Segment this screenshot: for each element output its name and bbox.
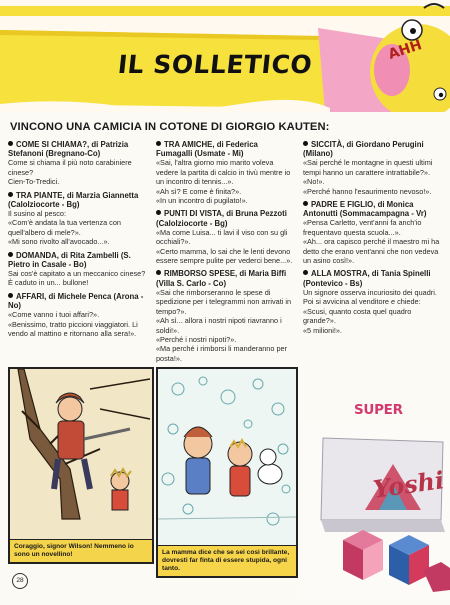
bullet-icon <box>156 270 161 275</box>
comic-panel-1 <box>8 367 154 564</box>
joke-line: «No!». <box>303 177 325 187</box>
comic-caption: Coraggio, signor Wilson! Nemmeno io sono un novellino! <box>10 539 152 562</box>
joke-title: ALLA MOSTRA, di Tania Spinelli (Pontevico - Bs) <box>303 269 431 288</box>
exclamation-text: AHH <box>386 37 424 63</box>
joke-line: «Come vanno i tuoi affari?». <box>8 310 100 320</box>
header-banner <box>0 0 450 112</box>
joke-title: PUNTI DI VISTA, di Bruna Pezzoti (Calolziocorte - Bg) <box>156 209 287 228</box>
joke-line: «Perché i nostri nipoti?». <box>156 334 237 344</box>
joke-line: «Sai che rimborseranno le spese di spedizione per i telegrammi non arrivati in tempo?». <box>156 287 292 316</box>
joke-line: «Ma come Luisa... ti lavi il viso con su gli occhiali?». <box>156 227 288 247</box>
bullet-icon <box>303 141 308 146</box>
brand-logo: Yoshi <box>371 465 446 504</box>
joke-title: SICCITÀ, di Giordano Perugini (Milano) <box>303 140 424 159</box>
joke-entry <box>156 140 294 205</box>
column-2 <box>156 140 294 367</box>
bullet-icon <box>8 293 13 298</box>
page-title: IL SOLLETICO <box>116 50 314 79</box>
comic-caption: La mamma dice che se sei così brillante, dovresti far finta di essere stupida, ogni tanto. <box>158 545 296 576</box>
joke-line: Il susino al pesco: <box>8 209 67 219</box>
joke-line: «Ah sì? E come è finita?». <box>156 186 242 196</box>
joke-line: «Benissimo, tratto piccioni viaggiatori. Li vendo al mattino e ritornano alla sera!». <box>8 319 138 339</box>
bullet-icon <box>303 270 308 275</box>
joke-line: «Certo mamma, lo sai che le lenti devono essere sempre pulite per vederci bene...». <box>156 246 293 266</box>
joke-line: «In un incontro di pugilato!». <box>156 196 248 206</box>
joke-entry <box>303 140 443 196</box>
column-1 <box>8 140 146 343</box>
joke-entry <box>8 140 146 187</box>
joke-title: COME SI CHIAMA?, di Patrizia Stefanoni (Bregnano-Co) <box>8 140 129 159</box>
joke-entry <box>156 269 294 363</box>
bullet-icon <box>8 141 13 146</box>
joke-title: AFFARI, di Michele Penca (Arona - No) <box>8 291 144 311</box>
joke-title: TRA AMICHE, di Federica Fumagalli (Usmate - Mi) <box>156 140 258 159</box>
page-number: 28 <box>12 573 28 589</box>
comic-illustration-tree <box>10 369 152 562</box>
comic-panel-2 <box>156 367 298 578</box>
yoshi-game-box <box>303 420 450 600</box>
bullet-icon <box>156 141 161 146</box>
super-regalo-title: SUPER <box>354 402 403 418</box>
bullet-icon <box>8 252 13 257</box>
joke-entry <box>8 191 146 247</box>
joke-line: Sai cos'è capitato a un meccanico cinese? <box>8 269 146 279</box>
joke-line: «Ma perché i rimborsi li manderanno per posta!». <box>156 344 287 363</box>
super-regalo-illustration <box>303 420 450 600</box>
joke-line: «Sai perché le montagne in questi ultimi tempi hanno un carattere intrattabile?». <box>303 158 433 177</box>
joke-entry <box>303 200 443 265</box>
joke-line: «Perché hanno l'esaurimento nevoso!». <box>303 186 432 196</box>
joke-line: È caduto in un... bullone! <box>8 278 89 288</box>
joke-line: «Scusi, quanto costa quel quadro grande?». <box>303 306 412 326</box>
joke-title: TRA PIANTE, di Marzia Giannetta (Calolziocorte - Bg) <box>8 190 139 209</box>
column-3 <box>303 140 443 339</box>
joke-line: «Ah... ora capisco perché il maestro mi ha detto che erano vent'anni che non vedeva un asino così!». <box>303 237 440 266</box>
joke-entry <box>156 209 294 265</box>
joke-line: «Com'è andata la tua vertenza con quell'albero di mele?». <box>8 218 121 237</box>
joke-entry <box>8 251 146 288</box>
joke-title: RIMBORSO SPESE, di Maria Biffi (Villa S. Carlo - Co) <box>156 269 287 288</box>
joke-line: Come si chiama il più noto carabiniere cinese? <box>8 158 132 177</box>
subtitle: VINCONO UNA CAMICIA IN COTONE DI GIORGIO KAUTEN: <box>10 121 330 133</box>
bullet-icon <box>156 210 161 215</box>
joke-entry <box>8 292 146 339</box>
joke-line: «Mi sono rivolto all'avocado...». <box>8 237 110 247</box>
joke-line: «5 milioni!». <box>303 325 342 335</box>
joke-line: «Sai, l'altra giorno mio marito voleva vedere la partita di calcio in tivù mentre io un incontro di tennis...». <box>156 158 291 187</box>
bullet-icon <box>303 201 308 206</box>
joke-line: Cien-To-Tredici. <box>8 177 60 187</box>
joke-title: DOMANDA, di Rita Zambelli (S. Pietro in Casale - Bo) <box>8 250 131 269</box>
bullet-icon <box>8 192 13 197</box>
joke-entry <box>303 269 443 334</box>
joke-line: «Pensa Carletto, vent'anni fa anch'io frequentavo questa scuola...». <box>303 218 422 237</box>
joke-line: «Ah sì... allora i nostri nipoti riavranno i soldi!». <box>156 316 282 335</box>
joke-line: Un signore osserva incuriosito dei quadri. Poi si avvicina al venditore e chiede: <box>303 287 437 307</box>
joke-title: PADRE E FIGLIO, di Monica Antonutti (Sommacampagna - Vr) <box>303 200 427 219</box>
